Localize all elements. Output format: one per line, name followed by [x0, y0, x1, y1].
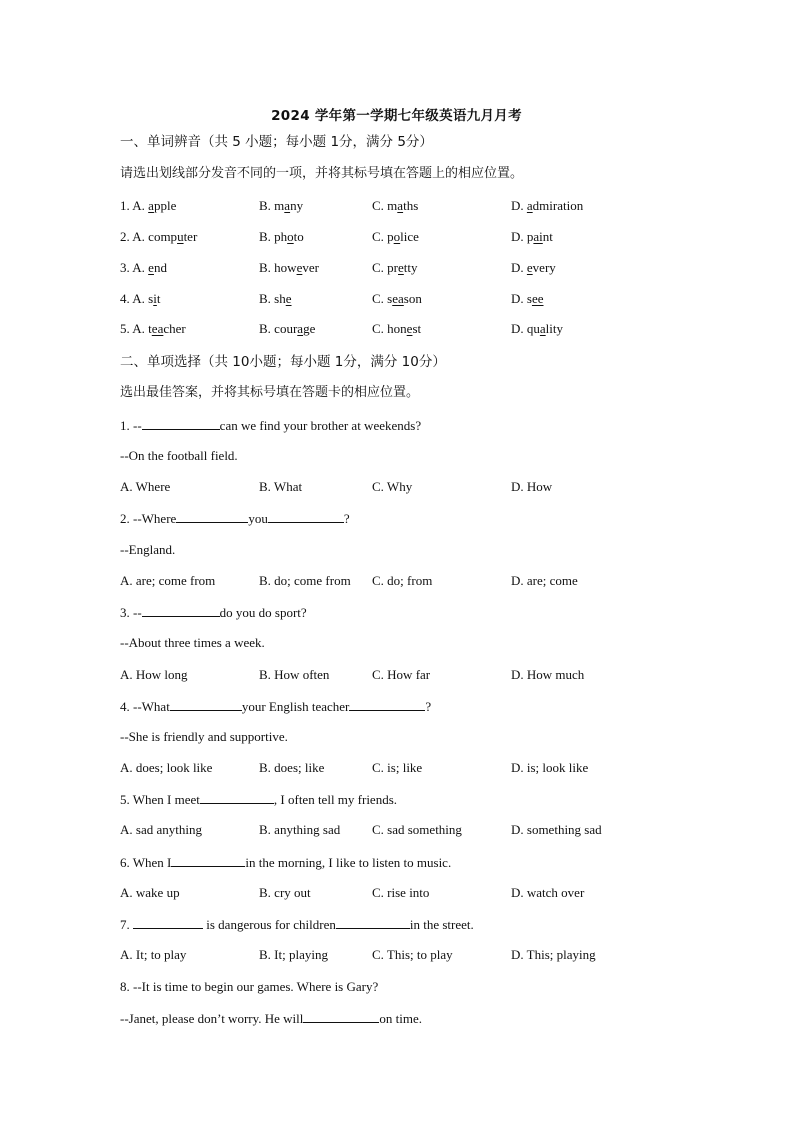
question-8-answer — [120, 1010, 422, 1027]
q7-option-c: C. This; to play — [372, 947, 453, 962]
exam-title: 2024 学年第一学期七年级英语九月月考 — [271, 108, 522, 124]
underlined-letters: ee — [531, 291, 544, 306]
q2-blank-2 — [268, 510, 344, 523]
word-start: qu — [526, 321, 540, 336]
word-start: m — [387, 198, 398, 213]
q5-option-a: A. sad anything — [120, 822, 202, 837]
q2-option-c: C. do; from — [372, 573, 433, 588]
phonics-q1-option-d — [511, 198, 583, 214]
option-label: D. — [511, 260, 527, 275]
q6-option-c: C. rise into — [372, 885, 430, 900]
phonics-q5-option-b — [259, 321, 315, 337]
word-start: s — [148, 291, 154, 306]
question-1-stem — [120, 417, 421, 434]
word-end: t — [156, 291, 161, 306]
q2-prefix: 2. --Where — [120, 511, 177, 526]
q5-blank — [200, 791, 274, 804]
underlined-letters: o — [393, 229, 401, 244]
option-label: B. — [259, 260, 275, 275]
q2-end: ? — [343, 511, 350, 526]
underlined-letters: e — [398, 260, 404, 275]
phonics-q1-option-b — [259, 198, 303, 214]
q5-text: , I often tell my friends. — [273, 792, 398, 807]
option-label: D. — [511, 229, 527, 244]
underlined-letters: e — [296, 260, 303, 275]
option-label: B. — [259, 229, 275, 244]
q7-option-b: B. It; playing — [259, 947, 328, 962]
option-label: C. — [372, 198, 388, 213]
q1-option-d: D. How — [511, 479, 553, 494]
q4-blank-2 — [349, 698, 425, 711]
option-label: B. — [259, 198, 275, 213]
word-start: p — [387, 229, 394, 244]
q1-option-b: B. What — [259, 479, 303, 494]
q3-text: do you do sport? — [219, 605, 307, 620]
q2-option-d: D. are; come — [511, 573, 578, 588]
q2-blank-1 — [176, 510, 248, 523]
phonics-q3-option-c — [372, 260, 418, 276]
q4-blank-1 — [170, 698, 242, 711]
q4-option-c: C. is; like — [372, 760, 423, 775]
q5-option-c: C. sad something — [372, 822, 462, 837]
underlined-letters: a — [397, 198, 404, 213]
q5-prefix: 5. When I meet — [120, 792, 200, 807]
phonics-q4-option-b — [259, 291, 292, 307]
option-label: 3. A. — [120, 260, 149, 275]
word-start: how — [274, 260, 297, 275]
phonics-q2-option-c — [372, 229, 419, 245]
question-7-stem — [120, 916, 474, 933]
option-label: C. — [372, 229, 388, 244]
phonics-q2-option-b — [259, 229, 304, 245]
underlined-letters: a — [148, 198, 154, 213]
word-end: ge — [303, 321, 316, 336]
q7-text: is dangerous for children — [203, 917, 336, 932]
phonics-q4-option-a — [120, 291, 160, 307]
word-end: ths — [403, 198, 419, 213]
word-end: ter — [183, 229, 198, 244]
underlined-letters: e — [406, 321, 413, 336]
phonics-q4-option-d — [511, 291, 544, 307]
q4-option-d: D. is; look like — [511, 760, 589, 775]
underlined-letters: ea — [151, 321, 164, 336]
word-end: nt — [542, 229, 553, 244]
q8-blank — [303, 1010, 379, 1023]
q6-option-d: D. watch over — [511, 885, 585, 900]
underlined-letters: e — [526, 260, 533, 275]
word-end: lice — [400, 229, 419, 244]
option-label: 5. A. — [120, 321, 149, 336]
option-label: 2. A. — [120, 229, 149, 244]
q7-blank-1 — [133, 916, 203, 929]
question-8-stem: 8. --It is time to begin our games. Where is Gary? — [120, 979, 379, 994]
question-3-answer: --About three times a week. — [120, 635, 265, 650]
q6-prefix: 6. When I — [120, 855, 172, 870]
q1-option-c: C. Why — [372, 479, 413, 494]
q2-text: you — [248, 511, 268, 526]
q8-end: on time. — [379, 1011, 422, 1026]
q2-option-b: B. do; come from — [259, 573, 351, 588]
q6-blank — [171, 854, 245, 867]
word-start: pr — [387, 260, 399, 275]
q6-text: in the morning, I like to listen to music. — [245, 855, 452, 870]
phonics-q3-option-b — [259, 260, 319, 276]
word-end: tty — [403, 260, 418, 275]
section2-heading: 二、单项选择（共 10小题；每小题 1分，满分 10分） — [120, 354, 446, 370]
word-start: s — [526, 291, 532, 306]
word-start: hon — [387, 321, 407, 336]
section1-instruction: 请选出划线部分发音不同的一项，并将其标号填在答题上的相应位置。 — [120, 166, 524, 181]
q5-option-d: D. something sad — [511, 822, 602, 837]
question-1-answer: --On the football field. — [120, 448, 238, 463]
underlined-letters: e — [285, 291, 292, 306]
option-label: C. — [372, 321, 388, 336]
underlined-letters: a — [526, 198, 533, 213]
q7-option-d: D. This; playing — [511, 947, 596, 962]
phonics-q3-option-a — [120, 260, 167, 276]
question-6-stem — [120, 854, 451, 871]
phonics-q3-option-d — [511, 260, 556, 276]
word-end: pple — [153, 198, 177, 213]
phonics-q2-option-a — [120, 229, 197, 245]
q4-text: your English teacher — [241, 699, 350, 714]
underlined-letters: a — [539, 321, 546, 336]
option-label: D. — [511, 321, 527, 336]
q7-option-a: A. It; to play — [120, 947, 187, 962]
question-2-stem — [120, 510, 350, 527]
q8-text: --Janet, please don’t worry. He will — [120, 1011, 304, 1026]
word-end: very — [532, 260, 556, 275]
question-3-stem — [120, 604, 307, 621]
option-label: D. — [511, 291, 527, 306]
phonics-q4-option-c — [372, 291, 422, 307]
word-start: m — [274, 198, 285, 213]
word-end: ver — [302, 260, 319, 275]
q4-option-a: A. does; look like — [120, 760, 213, 775]
word-end: cher — [163, 321, 186, 336]
word-start: t — [148, 321, 152, 336]
option-label: B. — [259, 291, 275, 306]
phonics-q1-option-a — [120, 198, 176, 214]
q3-option-a: A. How long — [120, 667, 188, 682]
question-4-stem — [120, 698, 431, 715]
underlined-letters: o — [287, 229, 294, 244]
phonics-q2-option-d — [511, 229, 553, 245]
word-start: comp — [148, 229, 178, 244]
q6-option-a: A. wake up — [120, 885, 180, 900]
question-4-answer: --She is friendly and supportive. — [120, 729, 288, 744]
q1-blank — [142, 417, 220, 430]
option-label: B. — [259, 321, 275, 336]
option-label: C. — [372, 291, 388, 306]
underlined-letters: u — [177, 229, 184, 244]
section1-heading: 一、单词辨音（共 5 小题；每小题 1分，满分 5分） — [120, 134, 433, 150]
word-start: p — [526, 229, 534, 244]
underlined-letters: a — [284, 198, 291, 213]
word-start: ph — [274, 229, 288, 244]
q7-blank-2 — [336, 916, 410, 929]
option-label: 4. A. — [120, 291, 149, 306]
q2-option-a: A. are; come from — [120, 573, 216, 588]
underlined-letters: e — [148, 260, 154, 275]
section2-instruction: 选出最佳答案，并将其标号填在答题卡的相应位置。 — [120, 385, 420, 400]
q4-end: ? — [425, 699, 432, 714]
q7-end: in the street. — [409, 917, 474, 932]
option-label: D. — [511, 198, 527, 213]
q1-prefix: 1. -- — [120, 418, 142, 433]
underlined-letters: i — [153, 291, 157, 306]
option-label: 1. A. — [120, 198, 149, 213]
q1-text: can we find your brother at weekends? — [219, 418, 422, 433]
phonics-q1-option-c — [372, 198, 418, 214]
q4-option-b: B. does; like — [259, 760, 325, 775]
underlined-letters: a — [297, 321, 304, 336]
question-2-answer: --England. — [120, 542, 176, 557]
q3-blank — [142, 604, 220, 617]
q3-option-d: D. How much — [511, 667, 585, 682]
option-label: C. — [372, 260, 388, 275]
q1-option-a: A. Where — [120, 479, 171, 494]
word-end: son — [403, 291, 422, 306]
word-end: to — [293, 229, 304, 244]
phonics-q5-option-d — [511, 321, 563, 337]
word-end: ny — [290, 198, 304, 213]
q3-option-b: B. How often — [259, 667, 330, 682]
question-5-stem — [120, 791, 397, 808]
q4-prefix: 4. --What — [120, 699, 170, 714]
word-end: dmiration — [532, 198, 584, 213]
q6-option-b: B. cry out — [259, 885, 311, 900]
word-end: nd — [153, 260, 167, 275]
q5-option-b: B. anything sad — [259, 822, 341, 837]
word-start: s — [387, 291, 393, 306]
q3-prefix: 3. -- — [120, 605, 142, 620]
word-start: cour — [274, 321, 298, 336]
underlined-letters: ai — [533, 229, 543, 244]
q3-option-c: C. How far — [372, 667, 431, 682]
underlined-letters: ea — [392, 291, 404, 306]
word-start: sh — [274, 291, 286, 306]
word-end: st — [412, 321, 422, 336]
q7-prefix: 7. — [120, 917, 133, 932]
word-end: lity — [545, 321, 564, 336]
phonics-q5-option-c — [372, 321, 421, 337]
phonics-q5-option-a — [120, 321, 186, 337]
